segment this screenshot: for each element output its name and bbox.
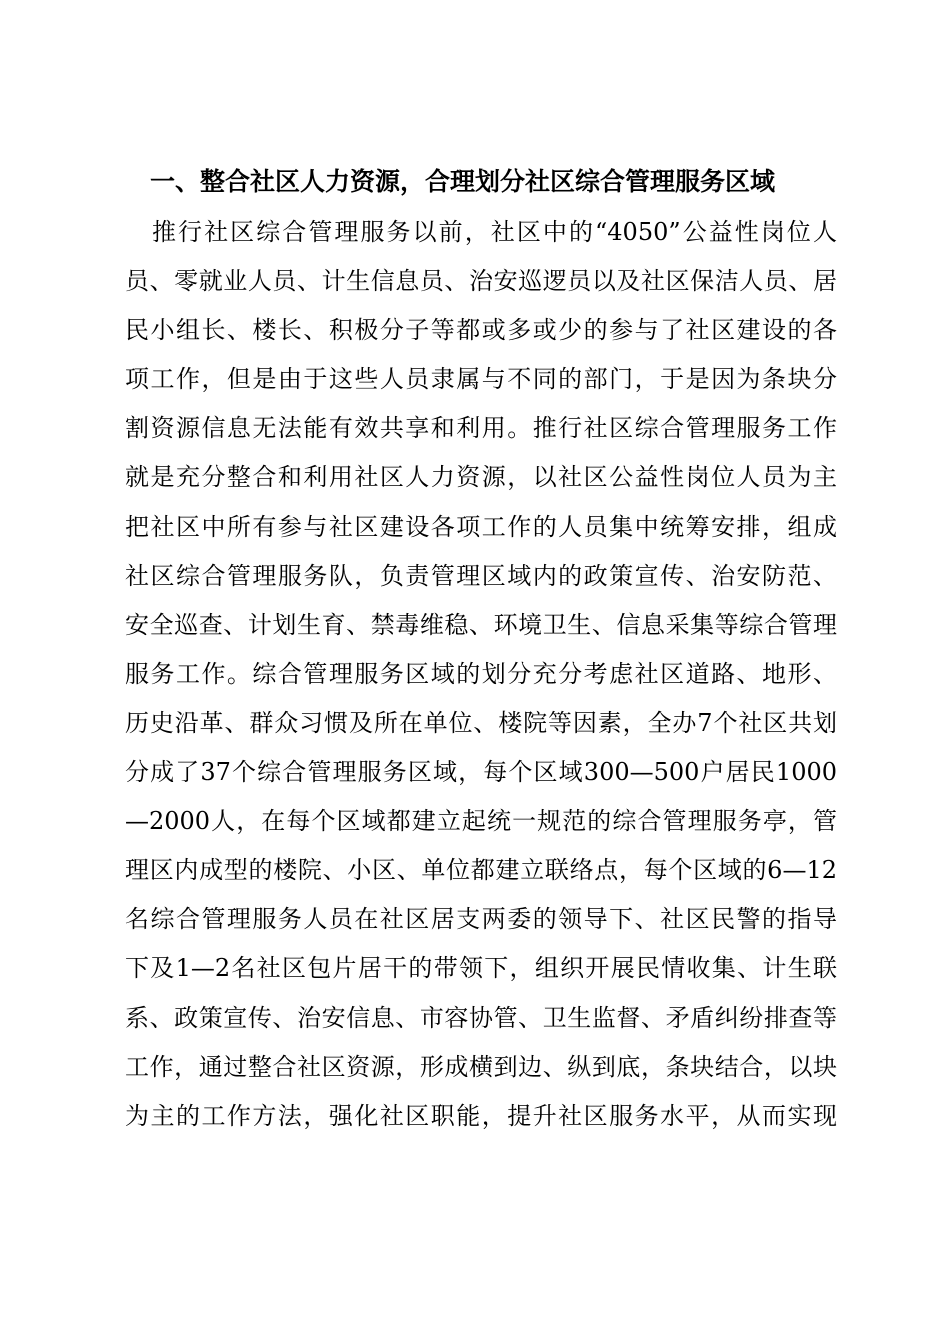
paragraph-line: 民小组长、楼长、积极分子等都或多或少的参与了社区建设的各 <box>125 316 837 345</box>
paragraph-line: 历史沿革、群众习惯及所在单位、楼院等因素，全办7个社区共划 <box>125 708 837 737</box>
paragraph-line: 割资源信息无法能有效共享和利用。推行社区综合管理服务工作 <box>125 414 837 443</box>
paragraph-line: —2000人，在每个区域都建立起统一规范的综合管理服务亭，管 <box>125 807 837 836</box>
paragraph-line: 员、零就业人员、计生信息员、治安巡逻员以及社区保洁人员、居 <box>125 267 837 296</box>
paragraph-line: 社区综合管理服务队，负责管理区域内的政策宣传、治安防范、 <box>125 561 837 590</box>
paragraph-line: 系、政策宣传、治安信息、市容协管、卫生监督、矛盾纠纷排查等 <box>125 1003 837 1032</box>
paragraph-line: 推行社区综合管理服务以前，社区中的“4050”公益性岗位人 <box>152 218 837 246</box>
paragraph-line: 名综合管理服务人员在社区居支两委的领导下、社区民警的指导 <box>125 905 837 934</box>
paragraph-line: 就是充分整合和利用社区人力资源，以社区公益性岗位人员为主 <box>125 463 837 492</box>
paragraph-line: 服务工作。综合管理服务区域的划分充分考虑社区道路、地形、 <box>125 659 837 688</box>
paragraph-line: 项工作，但是由于这些人员隶属与不同的部门，于是因为条块分 <box>125 365 837 394</box>
paragraph-line: 理区内成型的楼院、小区、单位都建立联络点，每个区域的6—12 <box>125 856 837 885</box>
paragraph-line: 为主的工作方法，强化社区职能，提升社区服务水平，从而实现 <box>125 1101 837 1130</box>
paragraph-line: 工作，通过整合社区资源，形成横到边、纵到底，条块结合，以块 <box>125 1052 837 1081</box>
paragraph-line: 下及1—2名社区包片居干的带领下，组织开展民情收集、计生联 <box>125 954 837 983</box>
section-heading: 一、整合社区人力资源，合理划分社区综合管理服务区域 <box>150 167 776 196</box>
paragraph-line: 把社区中所有参与社区建设各项工作的人员集中统筹安排，组成 <box>125 512 837 541</box>
paragraph-line: 分成了37个综合管理服务区域，每个区域300—500户居民1000 <box>125 758 837 787</box>
body-paragraph <box>125 208 837 1141</box>
paragraph-line: 安全巡查、计划生育、禁毒维稳、环境卫生、信息采集等综合管理 <box>125 610 837 639</box>
